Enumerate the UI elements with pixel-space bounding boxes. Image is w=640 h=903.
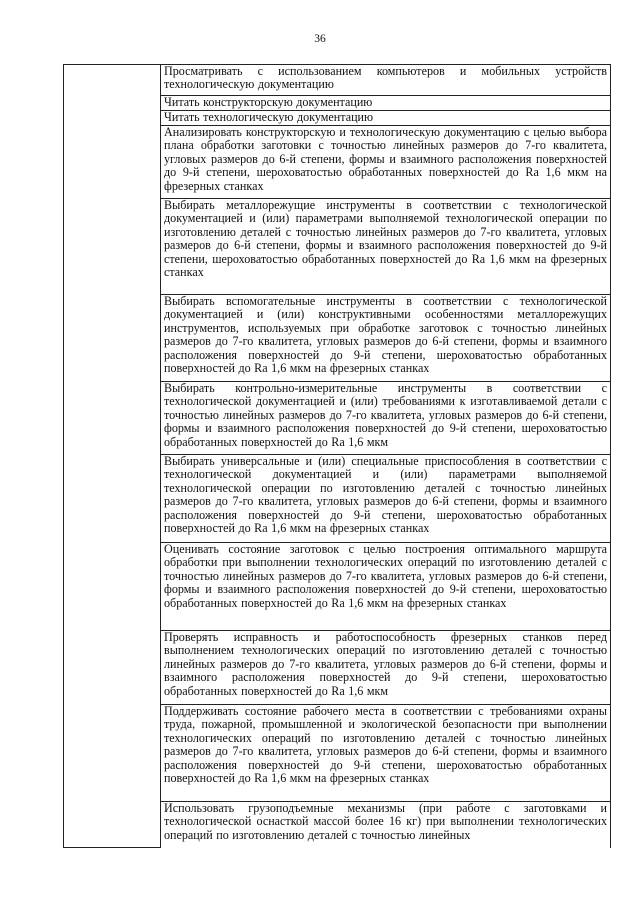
table-cell	[161, 631, 611, 705]
cell-text: Выбирать металлорежущие инструменты в соответствии с технологической документацией и (или) параметрами выполняемой технологической операции по изготовлению деталей с точностью линейных размеров до 7-го квалитета, угловых размеров до 6-й степени, формы и взаимного расположения поверхностей до 9-й степени, шероховатостью обработанных поверхностей до Ra 1,6 мкм на фрезерных станках	[164, 198, 607, 280]
table-cell	[161, 802, 611, 848]
table-cell	[161, 111, 611, 126]
cell-text: Выбирать контрольно-измерительные инструменты в соответствии с технологической документацией и (или) требованиями к изготавливаемой детали с точностью линейных размеров до 7-го квалитета, угловых размеров до 6-й степени, формы и взаимного расположения поверхностей до 9-й степени, шероховатостью обработанных поверхностей до Ra 1,6 мкм	[164, 381, 607, 449]
cell-text: Читать конструкторскую документацию	[164, 95, 373, 109]
table-cell	[161, 199, 611, 295]
page-number: 36	[314, 33, 326, 45]
cell-text: Проверять исправность и работоспособность фрезерных станков перед выполнением технологических операций по изготовлению деталей с точностью линейных размеров до 7-го квалитета, угловых размеров до 6-й степени, формы и взаимного расположения поверхностей до 9-й степени, шероховатостью обработанных поверхностей до Ra 1,6 мкм	[164, 630, 607, 698]
table-cell	[161, 455, 611, 543]
cell-text: Читать технологическую документацию	[164, 110, 374, 124]
cell-text: Выбирать универсальные и (или) специальные приспособления в соответствии с технологической документацией и (или) параметрами выполняемой технологической операции по изготовлению деталей с точностью линейных размеров до 7-го квалитета, угловых размеров до 6-й степени, формы и взаимного расположения поверхностей до 9-й степени, шероховатостью обработанных поверхностей до Ra 1,6 мкм на фрезерных станках	[164, 454, 607, 536]
table-row	[64, 65, 611, 96]
table-cell	[161, 126, 611, 199]
table-cell	[161, 96, 611, 111]
cell-text: Оценивать состояние заготовок с целью построения оптимального маршрута обработки при выполнении технологических операций по изготовлению деталей с точностью линейных размеров до 7-го квалитета, угловых размеров до 6-й степени, формы и взаимного расположения поверхностей до 9-й степени, шероховатостью обработанных поверхностей до Ra 1,6 мкм на фрезерных станках	[164, 542, 607, 610]
table-cell	[161, 543, 611, 631]
table-cell	[161, 705, 611, 802]
table-cell	[161, 382, 611, 455]
cell-text: Просматривать с использованием компьютеров и мобильных устройств технологическую документацию	[164, 64, 607, 92]
cell-text: Анализировать конструкторскую и технологическую документацию с целью выбора плана обработки заготовки с точностью линейных размеров до 7-го квалитета, угловых размеров до 6-й степени, формы и взаимного расположения поверхностей до 9-й степени, шероховатостью обработанных поверхностей до Ra 1,6 мкм на фрезерных станках	[164, 125, 607, 193]
cell-text: Выбирать вспомогательные инструменты в соответствии с технологической документацией и (или) конструктивными особенностями металлорежущих инструментов, используемых при обработке заготовок с точностью линейных размеров до 7-го квалитета, угловых размеров до 6-й степени, формы и взаимного расположения поверхностей до 9-й степени, шероховатостью обработанных поверхностей до Ra 1,6 мкм на фрезерных станках	[164, 294, 607, 376]
cell-text: Поддерживать состояние рабочего места в соответствии с требованиями охраны труда, пожарной, промышленной и экологической безопасности при выполнении технологических операций по изготовлению деталей с точностью линейных размеров до 7-го квалитета, угловых размеров до 6-й степени, формы и взаимного расположения поверхностей до 9-й степени, шероховатостью обработанных поверхностей до Ra 1,6 мкм на фрезерных станках	[164, 704, 607, 786]
table-cell	[161, 295, 611, 382]
skills-table	[63, 64, 611, 848]
table-cell	[161, 65, 611, 96]
table-left-column-cell	[64, 65, 161, 848]
skills-table-body	[64, 65, 611, 848]
cell-text: Использовать грузоподъемные механизмы (при работе с заготовками и технологической оснасткой массой более 16 кг) при выполнении технологических операций по изготовлению деталей с точностью линейных	[164, 801, 607, 842]
